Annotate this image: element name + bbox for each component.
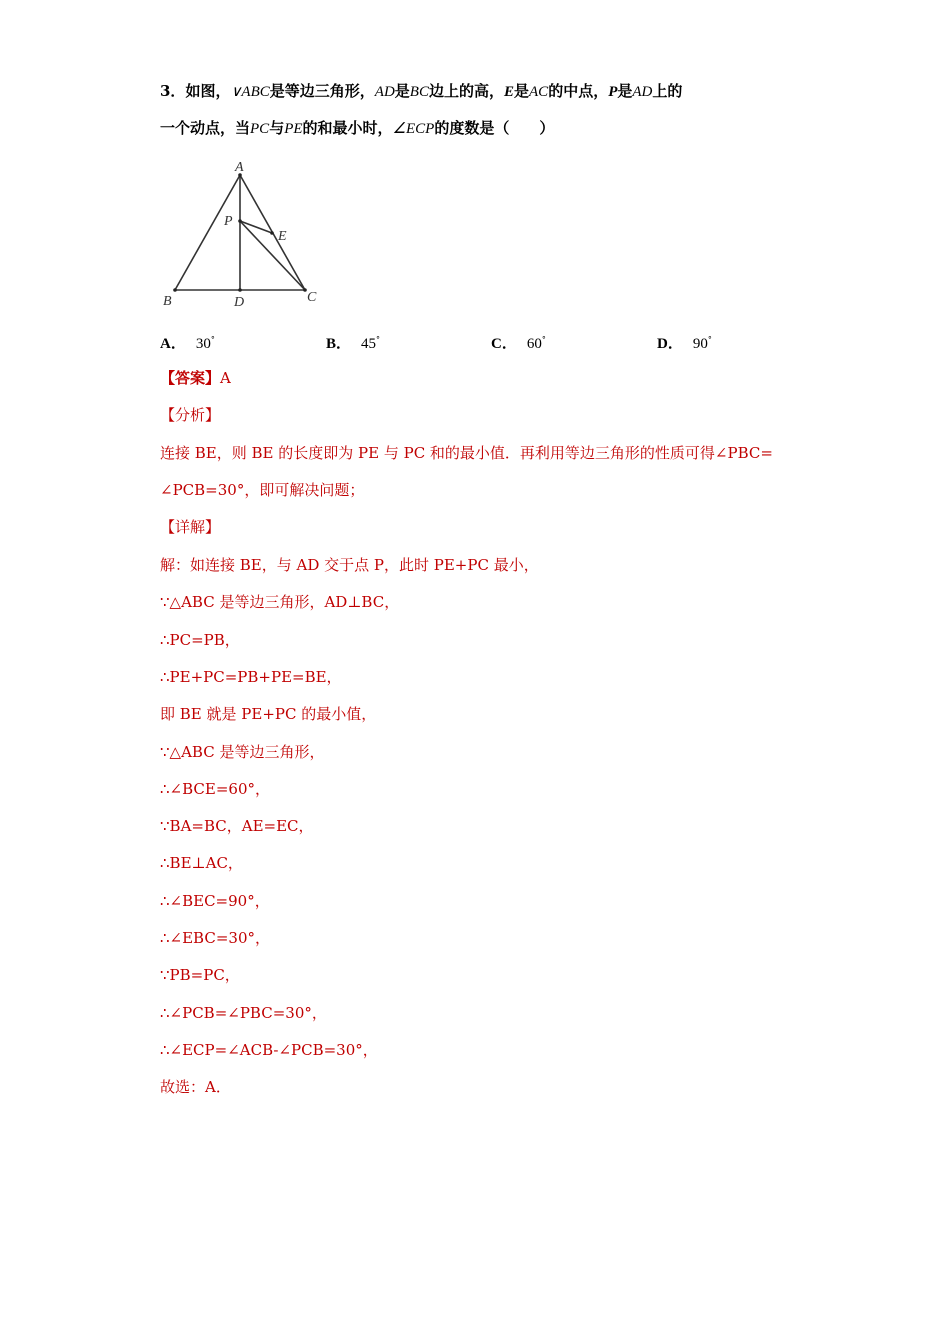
question-text-segment: 的和最小时， <box>302 119 393 137</box>
degree-mark: ° <box>376 335 381 344</box>
answer-value: A <box>220 369 231 387</box>
detail-line: ∴∠PCB=∠PBC=30°， <box>160 1003 327 1022</box>
option-value: 90 <box>692 336 708 352</box>
option-letter: A． <box>160 336 186 352</box>
detail-line: ∴PC=PB， <box>160 630 240 649</box>
question-text-segment: PE <box>284 121 303 137</box>
answer-line <box>160 368 231 388</box>
detail-line: ∴∠EBC=30°， <box>160 929 270 947</box>
analysis-tag: 【分析】 <box>160 406 221 424</box>
question-line-1 <box>160 81 682 102</box>
option-value: 45 <box>361 336 377 352</box>
detail-line: ∴PE+PC=PB+PE=BE， <box>160 667 342 686</box>
answer-tag: 【答案】 <box>160 369 221 387</box>
question-text-segment: 的中点， <box>548 82 609 100</box>
option-letter: D． <box>657 336 683 352</box>
analysis-line-2: ∠PCB=30°，即可解决问题； <box>160 481 365 499</box>
option-b[interactable] <box>326 330 380 354</box>
question-text-segment: 的度数是（ ） <box>434 119 555 137</box>
question-text-segment: 是等边三角形， <box>269 82 375 100</box>
point-e <box>270 231 274 235</box>
question-text-segment: 是 <box>514 82 530 100</box>
detail-line: ∵△ABC 是等边三角形，AD⊥BC， <box>160 593 400 612</box>
detail-line: ∴∠BEC=90°， <box>160 891 270 910</box>
triangle-figure <box>160 155 340 319</box>
label-c: C <box>307 290 317 305</box>
detail-line: 即 BE 就是 PE+PC 的最小值， <box>160 705 377 724</box>
question-text-segment: 上的 <box>652 82 683 100</box>
option-d[interactable] <box>657 330 712 354</box>
degree-mark: ° <box>210 335 215 344</box>
label-d: D <box>234 295 245 310</box>
question-text-segment: AC <box>529 84 549 100</box>
detail-line: 故选：A． <box>160 1078 231 1097</box>
degree-mark: ° <box>707 335 712 344</box>
question-text-segment: 边上的高， <box>428 82 504 100</box>
question-text-segment: 一个动点，当 <box>160 119 251 137</box>
option-c[interactable] <box>491 330 546 354</box>
question-text-segment: 是 <box>617 82 633 100</box>
question-text-segment: E <box>503 84 514 100</box>
label-p: P <box>224 214 233 229</box>
detail-line: ∴BE⊥AC， <box>160 854 243 873</box>
detail-tag: 【详解】 <box>160 518 221 536</box>
option-value: 30 <box>195 336 211 352</box>
question-text-segment: ∠ECP <box>392 121 435 137</box>
option-letter: C． <box>491 336 517 352</box>
label-e: E <box>278 229 287 244</box>
question-text-segment: 如图， <box>185 82 231 100</box>
question-number: 3． <box>160 82 186 100</box>
question-text-segment: BC <box>409 84 429 100</box>
question-text-segment: AD <box>632 84 653 100</box>
detail-line: ∴∠ECP=∠ACB-∠PCB=30°， <box>160 1040 378 1059</box>
label-b: B <box>163 294 172 309</box>
question-line-2 <box>160 118 554 139</box>
detail-line: 解：如连接 BE，与 AD 交于点 P，此时 PE+PC 最小， <box>160 556 539 574</box>
option-a[interactable] <box>160 330 215 354</box>
analysis-line-1: 连接 BE，则 BE 的长度即为 PE 与 PC 和的最小值．再利用等边三角形的性质可得∠PBC= <box>160 444 773 462</box>
detail-line: ∴∠BCE=60°， <box>160 779 270 798</box>
question-text-segment: 与 <box>269 119 285 137</box>
side-ab <box>175 175 240 290</box>
point-d <box>238 288 242 292</box>
question-text-segment: PC <box>250 121 270 137</box>
detail-line: ∵BA=BC，AE=EC， <box>160 817 314 836</box>
question-text-segment: 是 <box>394 82 410 100</box>
detail-line: ∵△ABC 是等边三角形， <box>160 742 325 761</box>
point-b <box>173 288 177 292</box>
question-text-segment: AD <box>374 84 395 100</box>
detail-line: ∵PB=PC， <box>160 966 240 985</box>
point-p <box>238 219 242 223</box>
degree-mark: ° <box>541 335 546 344</box>
label-a: A <box>235 160 244 175</box>
question-text-segment: ∨ABC <box>230 84 270 100</box>
option-value: 60 <box>526 336 542 352</box>
option-letter: B． <box>326 336 352 352</box>
question-text-segment: P <box>608 84 618 100</box>
